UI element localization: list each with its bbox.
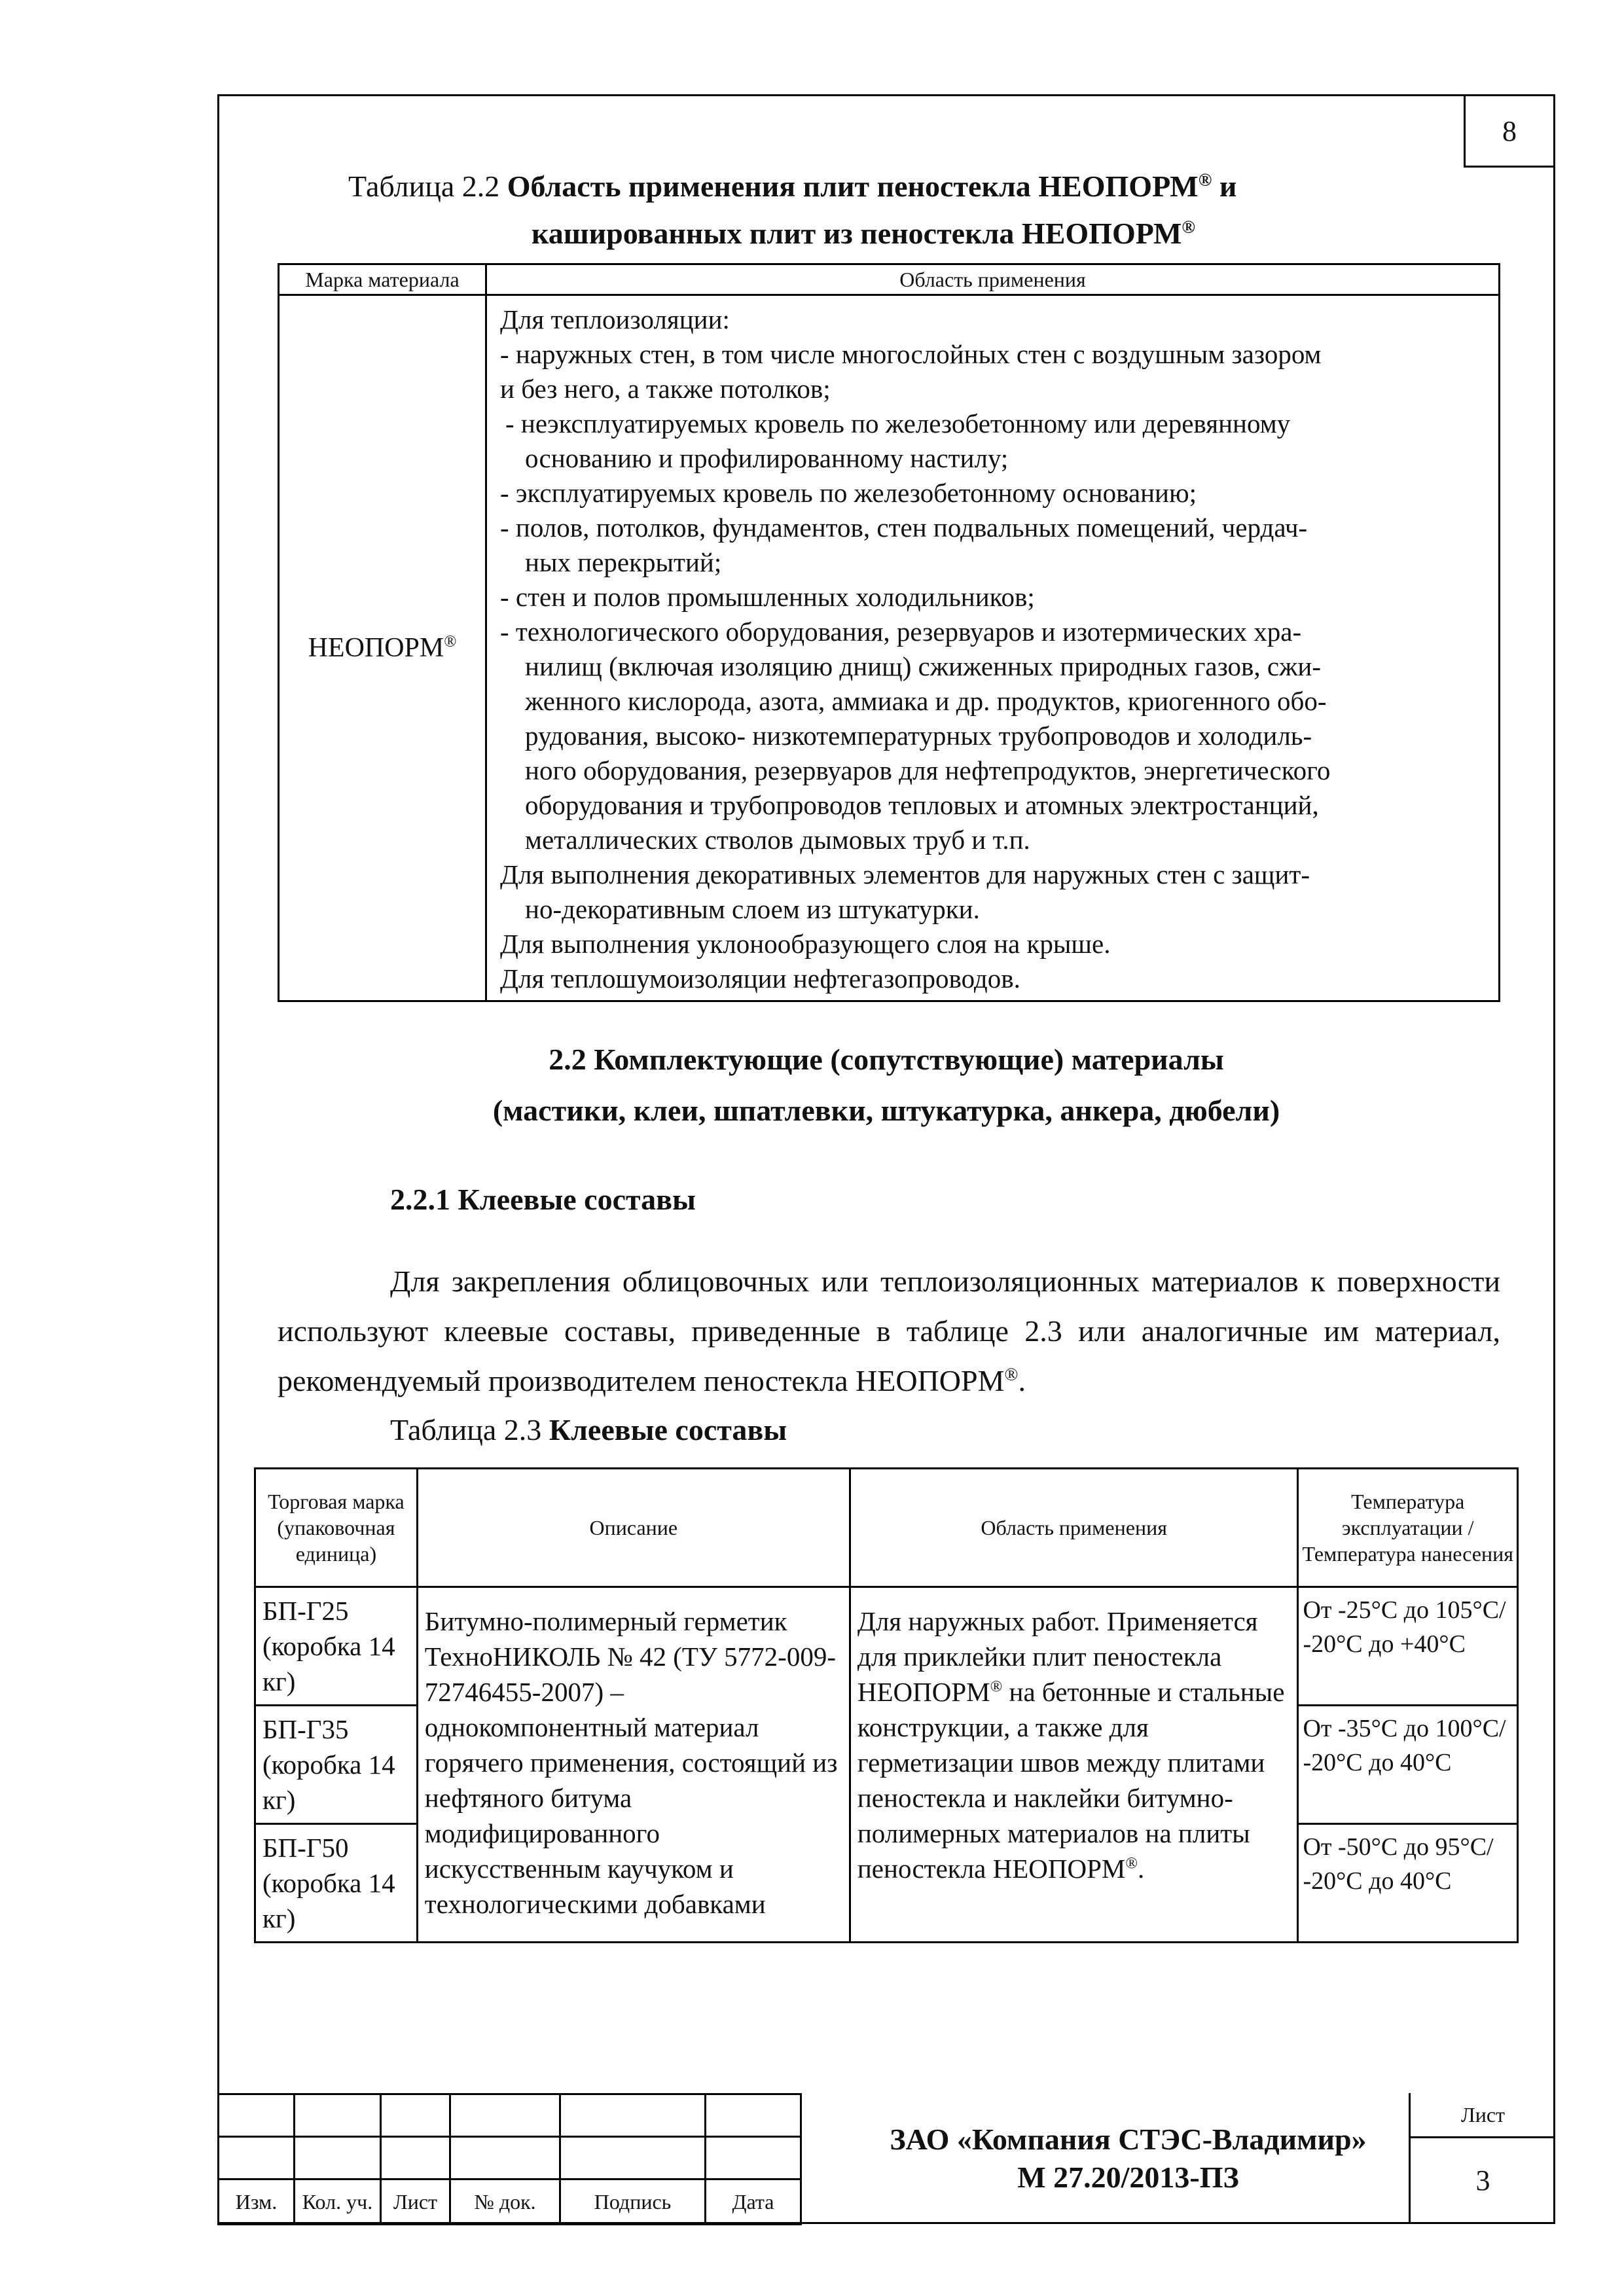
area-line: рудования, высоко- низкотемпературных трубопроводов и холодиль- xyxy=(525,721,1312,751)
col-date: Дата xyxy=(706,2179,801,2225)
area-line: и без него, а также потолков; xyxy=(500,374,831,404)
table23-header-row xyxy=(255,1469,1518,1587)
corner-page-number: 8 xyxy=(1464,94,1555,168)
brand-cell: БП-Г50 (коробка 14 кг) xyxy=(255,1824,418,1943)
area-line: металлических стволов дымовых труб и т.п. xyxy=(525,825,1030,855)
table22-col-area: Область применения xyxy=(486,264,1500,295)
area-line: - полов, потолков, фундаментов, стен подвальных помещений, чердач- xyxy=(500,512,1308,543)
temperature-cell: От -35°С до 100°С/ -20°С до 40°С xyxy=(1298,1706,1518,1824)
table-2-3 xyxy=(254,1467,1519,1943)
table22-caption-line1: Таблица 2.2 Область применения плит пеностекла НЕОПОРМ® и xyxy=(348,169,1237,203)
table22-caption-title2: кашированных плит из пеностекла НЕОПОРМ xyxy=(532,217,1182,250)
table23-row xyxy=(255,1587,1518,1706)
area-line: нилищ (включая изоляцию днищ) сжиженных природных газов, сжи- xyxy=(525,651,1322,681)
section-heading-line2: (мастики, клеи, шпатлевки, штукатурка, анкера, дюбели) xyxy=(492,1094,1280,1127)
area-line: - стен и полов промышленных холодильников; xyxy=(500,582,1035,612)
revision-header-row xyxy=(219,2179,801,2225)
temperature-cell: От -25°С до 105°С/ -20°С до +40°С xyxy=(1298,1587,1518,1706)
sheet-number: 3 xyxy=(1475,2164,1490,2197)
section-heading-line1: 2.2 Комплектующие (сопутствующие) материалы xyxy=(549,1043,1224,1076)
table22-caption-line2: кашированных плит из пеностекла НЕОПОРМ® xyxy=(532,216,1195,250)
table23-col-brand: Торговая марка (упаковочная единица) xyxy=(255,1469,418,1587)
document-title xyxy=(800,2093,1454,2224)
brand-cell: БП-Г25 (коробка 14 кг) xyxy=(255,1587,418,1706)
title-block xyxy=(217,2093,1555,2224)
area-line: Для выполнения декоративных элементов для наружных стен с защит- xyxy=(500,859,1310,889)
brand-cell: БП-Г35 (коробка 14 кг) xyxy=(255,1706,418,1824)
table23-col-desc: Описание xyxy=(417,1469,850,1587)
col-izm: Изм. xyxy=(219,2179,295,2225)
area-line: оборудования и трубопроводов тепловых и атомных электростанций, xyxy=(525,790,1319,820)
table22-header-row xyxy=(279,264,1500,295)
application-cell: Для наружных работ. Применяется для приклейки плит пеностекла НЕОПОРМ® на бетонные и стальные конструкции, а также для герметизации швов между плитами пеностекла и наклейки битумно-полимерных материалов на плиты пеностекла НЕОПОРМ®. xyxy=(850,1587,1298,1943)
table22-caption-title1: Область применения плит пеностекла НЕОПОРМ xyxy=(507,170,1199,203)
col-signature: Подпись xyxy=(560,2179,706,2225)
area-line: ных перекрытий; xyxy=(525,547,722,577)
temperature-cell: От -50°С до 95°С/ -20°С до 40°С xyxy=(1298,1824,1518,1943)
table23-col-area: Область применения xyxy=(850,1469,1298,1587)
table23-caption-title: Клеевые составы xyxy=(549,1413,787,1446)
sheet-label: Лист xyxy=(1411,2093,1555,2138)
company-name: ЗАО «Компания СТЭС-Владимир» xyxy=(890,2123,1367,2156)
col-list: Лист xyxy=(381,2179,450,2225)
document-code: М 27.20/2013-ПЗ xyxy=(1017,2161,1239,2194)
area-line: Для выполнения уклонообразующего слоя на крыше. xyxy=(500,929,1111,959)
area-line: - эксплуатируемых кровель по железобетонному основанию; xyxy=(500,478,1197,508)
subsection-heading: 2.2.1 Клеевые составы xyxy=(390,1183,696,1216)
table-2-2 xyxy=(278,263,1500,1002)
area-line: - технологического оборудования, резервуаров и изотермических хра- xyxy=(500,617,1302,647)
table23-caption xyxy=(390,1412,787,1447)
area-line: основанию и профилированному настилу; xyxy=(525,443,1009,473)
table23-caption-prefix: Таблица 2.3 xyxy=(390,1413,542,1446)
area-line: женного кислорода, азота, аммиака и др. продуктов, криогенного обо- xyxy=(525,686,1327,716)
table22-row xyxy=(279,295,1500,1001)
table22-col-mark: Марка материала xyxy=(279,264,486,295)
area-line: Для теплоизоляции: xyxy=(500,304,730,334)
table22-caption-prefix: Таблица 2.2 xyxy=(348,170,500,203)
area-line: но-декоративным слоем из штукатурки. xyxy=(525,894,980,924)
section-paragraph: Для закрепления облицовочных или теплоизоляционных материалов к поверхности используют клеевые составы, приведенные в таблице 2.3 или аналогичные им материал, рекомендуемый производителем пеностекла НЕОПОРМ®. xyxy=(278,1265,1500,1397)
table23-col-temp: Температура эксплуатации / Температура нанесения xyxy=(1298,1469,1518,1587)
revision-grid xyxy=(217,2093,802,2225)
area-line: - неэксплуатируемых кровель по железобетонному или деревянному xyxy=(505,408,1291,439)
col-doc-num: № док. xyxy=(450,2179,560,2225)
sheet-box xyxy=(1409,2093,1555,2224)
table22-mark-cell: НЕОПОРМ® xyxy=(279,295,486,1001)
area-line: Для теплошумоизоляции нефтегазопроводов. xyxy=(500,963,1020,994)
area-line: ного оборудования, резервуаров для нефтепродуктов, энергетического xyxy=(525,755,1331,785)
description-cell: Битумно-полимерный герметик ТехноНИКОЛЬ № 42 (ТУ 5772-009-72746455-2007) – однокомпонентный материал горячего применения, состоящий из нефтяного битума модифицированного искусственным каучуком и технологическими добавками xyxy=(417,1587,850,1943)
col-kol-uch: Кол. уч. xyxy=(295,2179,381,2225)
area-line: - наружных стен, в том числе многослойных стен с воздушным зазором xyxy=(500,339,1322,369)
table22-area-cell xyxy=(486,295,1500,1001)
